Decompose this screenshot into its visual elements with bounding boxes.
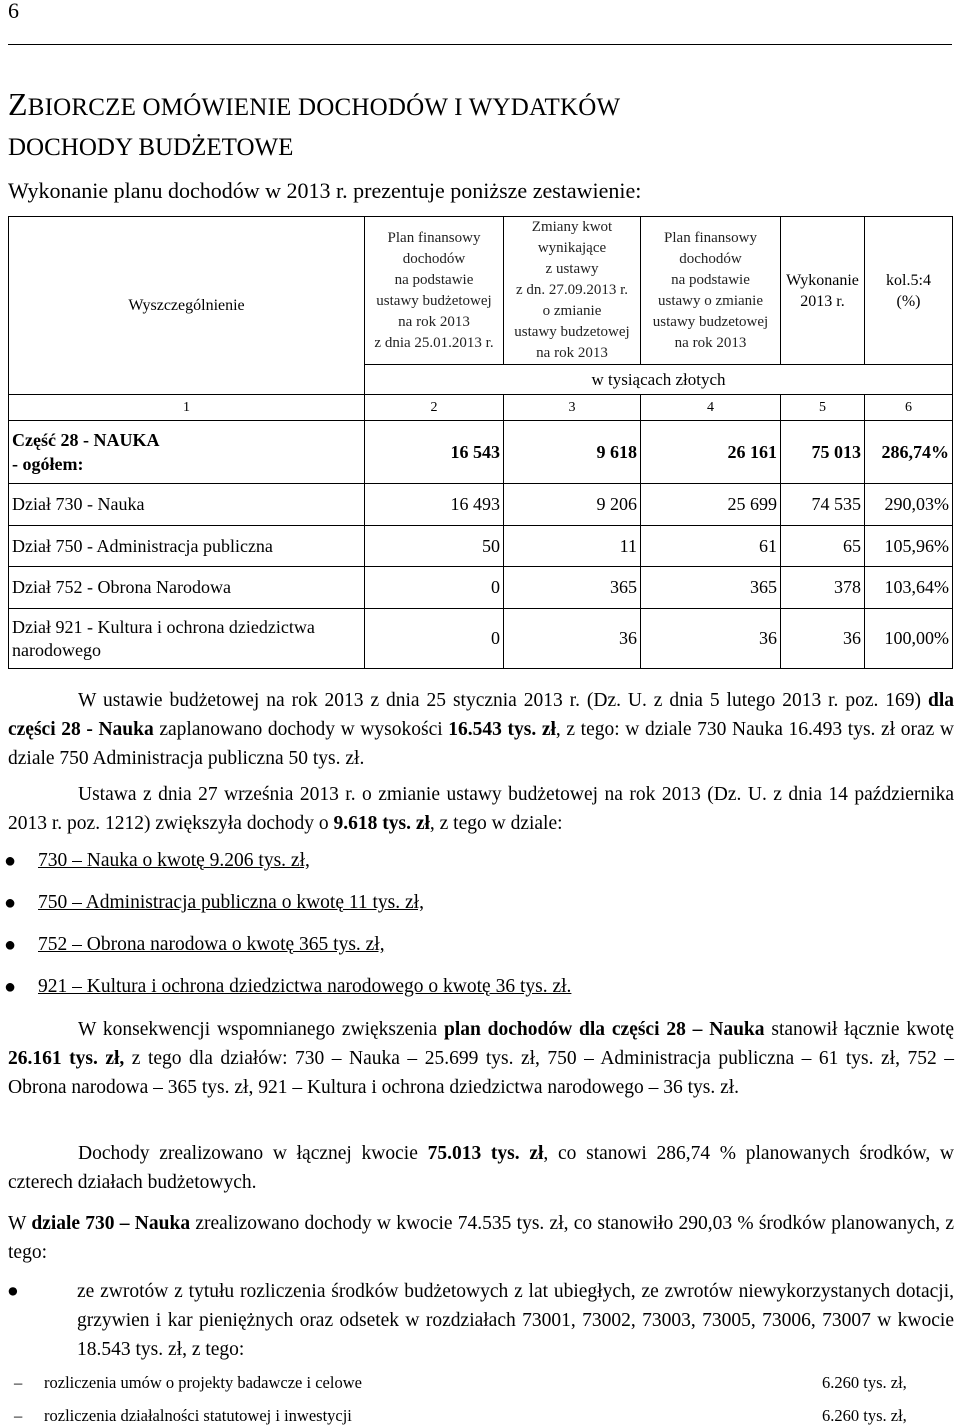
col-number: 5: [781, 395, 865, 421]
table-cell: 365: [641, 567, 781, 609]
title-rest: BIORCZE OMÓWIENIE DOCHODÓW I WYDATKÓW: [27, 94, 621, 121]
table-cell: 11: [504, 526, 641, 567]
table-cell: 16 493: [365, 484, 504, 526]
income-table: [8, 216, 953, 669]
dash-item-amount: 6.260 tys. zł,: [822, 1373, 907, 1392]
col-number: 6: [865, 395, 953, 421]
dash-item: – rozliczenia działalności statutowej i inwestycji: [14, 1406, 352, 1425]
table-cell: 365: [504, 567, 641, 609]
table-cell: 74 535: [781, 484, 865, 526]
header-rule: [8, 44, 952, 45]
table-cell: 103,64%: [865, 567, 953, 609]
section-title: [8, 86, 620, 123]
list-item: ● 752 – Obrona narodowa o kwotę 365 tys. zł,: [4, 934, 385, 956]
paragraph-realized: Dochody zrealizowano w łącznej kwocie 75.013 tys. zł, co stanowi 286,74 % planowanych środków, w czterech działach budżetowych.: [8, 1143, 954, 1193]
paragraph-budget-act: W ustawie budżetowej na rok 2013 z dnia 25 stycznia 2013 r. (Dz. U. z dnia 5 lutego 2013 r. poz. 169) dla części 28 - Nauka zaplanowano dochody w wysokości 16.543 tys. zł, z tego: w dziale 730 Nauka 16.493 tys. zł oraz w dziale 750 Administracja publiczna 50 tys. zł.: [8, 690, 954, 769]
paragraph-dzial-730: W dziale 730 – Nauka zrealizowano dochody w kwocie 74.535 tys. zł, co stanowiło 290,03 % środków planowanych, z tego:: [8, 1213, 955, 1263]
list-item: ● 730 – Nauka o kwotę 9.206 tys. zł,: [4, 850, 310, 872]
list-item: ● 921 – Kultura i ochrona dziedzictwa narodowego o kwotę 36 tys. zł.: [4, 976, 572, 998]
table-cell: 36: [781, 609, 865, 669]
table-row: [9, 526, 953, 567]
header-plan-amended: Plan finansowy dochodów na podstawie ustawy o zmianie ustawy budzetowej na rok 2013: [641, 217, 781, 365]
row-label: Dział 752 - Obrona Narodowa: [9, 567, 365, 609]
header-unit: w tysiącach złotych: [365, 365, 953, 395]
table-row: [9, 484, 953, 526]
header-changes: Zmiany kwot wynikające z ustawy z dn. 27.09.2013 r. o zmianie ustawy budzetowej na rok 2013: [504, 217, 641, 365]
table-cell: 25 699: [641, 484, 781, 526]
col-number: 3: [504, 395, 641, 421]
intro-text: Wykonanie planu dochodów w 2013 r. prezentuje poniższe zestawienie:: [8, 178, 642, 203]
total-cell: 286,74%: [865, 421, 953, 484]
header-plan-initial: Plan finansowy dochodów na podstawie ustawy budżetowej na rok 2013 z dnia 25.01.2013 r.: [365, 217, 504, 365]
bullet-dot: ●: [7, 1281, 19, 1302]
table-cell: 50: [365, 526, 504, 567]
list-item-returns: ● ze zwrotów z tytułu rozliczenia środków budżetowych z lat ubiegłych, ze zwrotów niewykorzystanych dotacji, grzywien i kar pieniężnych oraz odsetek w rozdziałach 73001, 73002, 73003, 73005, 73006, 73007 w kwocie 18.543 tys. zł, z tego:: [77, 1277, 954, 1364]
table-cell: 290,03%: [865, 484, 953, 526]
table-cell: 61: [641, 526, 781, 567]
table-row: [9, 609, 953, 669]
total-cell: 9 618: [504, 421, 641, 484]
header-execution: Wykonanie 2013 r.: [781, 217, 865, 365]
dash-item: – rozliczenia umów o projekty badawcze i celowe: [14, 1373, 362, 1392]
total-cell: 75 013: [781, 421, 865, 484]
table-cell: 65: [781, 526, 865, 567]
paragraph-amendment: Ustawa z dnia 27 września 2013 r. o zmianie ustawy budżetowej na rok 2013 (Dz. U. z dnia 14 października 2013 r. poz. 1212) zwiększyła dochody o 9.618 tys. zł, z tego w dziale:: [8, 784, 954, 834]
header-wyszczegolnienie: Wyszczególnienie: [9, 217, 365, 395]
total-label: Część 28 - NAUKA - ogółem:: [9, 421, 365, 484]
table-cell: 36: [504, 609, 641, 669]
total-cell: 16 543: [365, 421, 504, 484]
list-item: ● 750 – Administracja publiczna o kwotę 11 tys. zł,: [4, 892, 424, 914]
paragraph-plan-total: W konsekwencji wspomnianego zwiększenia plan dochodów dla części 28 – Nauka stanowił łącznie kwotę 26.161 tys. zł, z tego dla działów: 730 – Nauka – 25.699 tys. zł, 750 – Administracja publiczna – 61 tys. zł, 752 – Obrona narodowa – 365 tys. zł, 921 – Kultura i ochrona dziedzictwa narodowego – 36 tys. zł.: [8, 1019, 954, 1098]
total-cell: 26 161: [641, 421, 781, 484]
table-cell: 0: [365, 567, 504, 609]
table-row-total: [9, 421, 953, 484]
col-number: 2: [365, 395, 504, 421]
page-number: 6: [8, 0, 19, 23]
row-label: Dział 921 - Kultura i ochrona dziedzictwa narodowego: [9, 609, 365, 669]
table-cell: 36: [641, 609, 781, 669]
header-ratio: kol.5:4 (%): [865, 217, 953, 365]
dash-item-amount: 6.260 tys. zł,: [822, 1406, 907, 1425]
row-label: Dział 750 - Administracja publiczna: [9, 526, 365, 567]
col-number: 4: [641, 395, 781, 421]
table-row: [9, 567, 953, 609]
table-cell: 378: [781, 567, 865, 609]
table-cell: 0: [365, 609, 504, 669]
table-cell: 9 206: [504, 484, 641, 526]
section-subtitle: DOCHODY BUDŻETOWE: [8, 134, 294, 161]
title-initial: Z: [8, 86, 28, 122]
col-number: 1: [9, 395, 365, 421]
row-label: Dział 730 - Nauka: [9, 484, 365, 526]
table-cell: 100,00%: [865, 609, 953, 669]
table-cell: 105,96%: [865, 526, 953, 567]
